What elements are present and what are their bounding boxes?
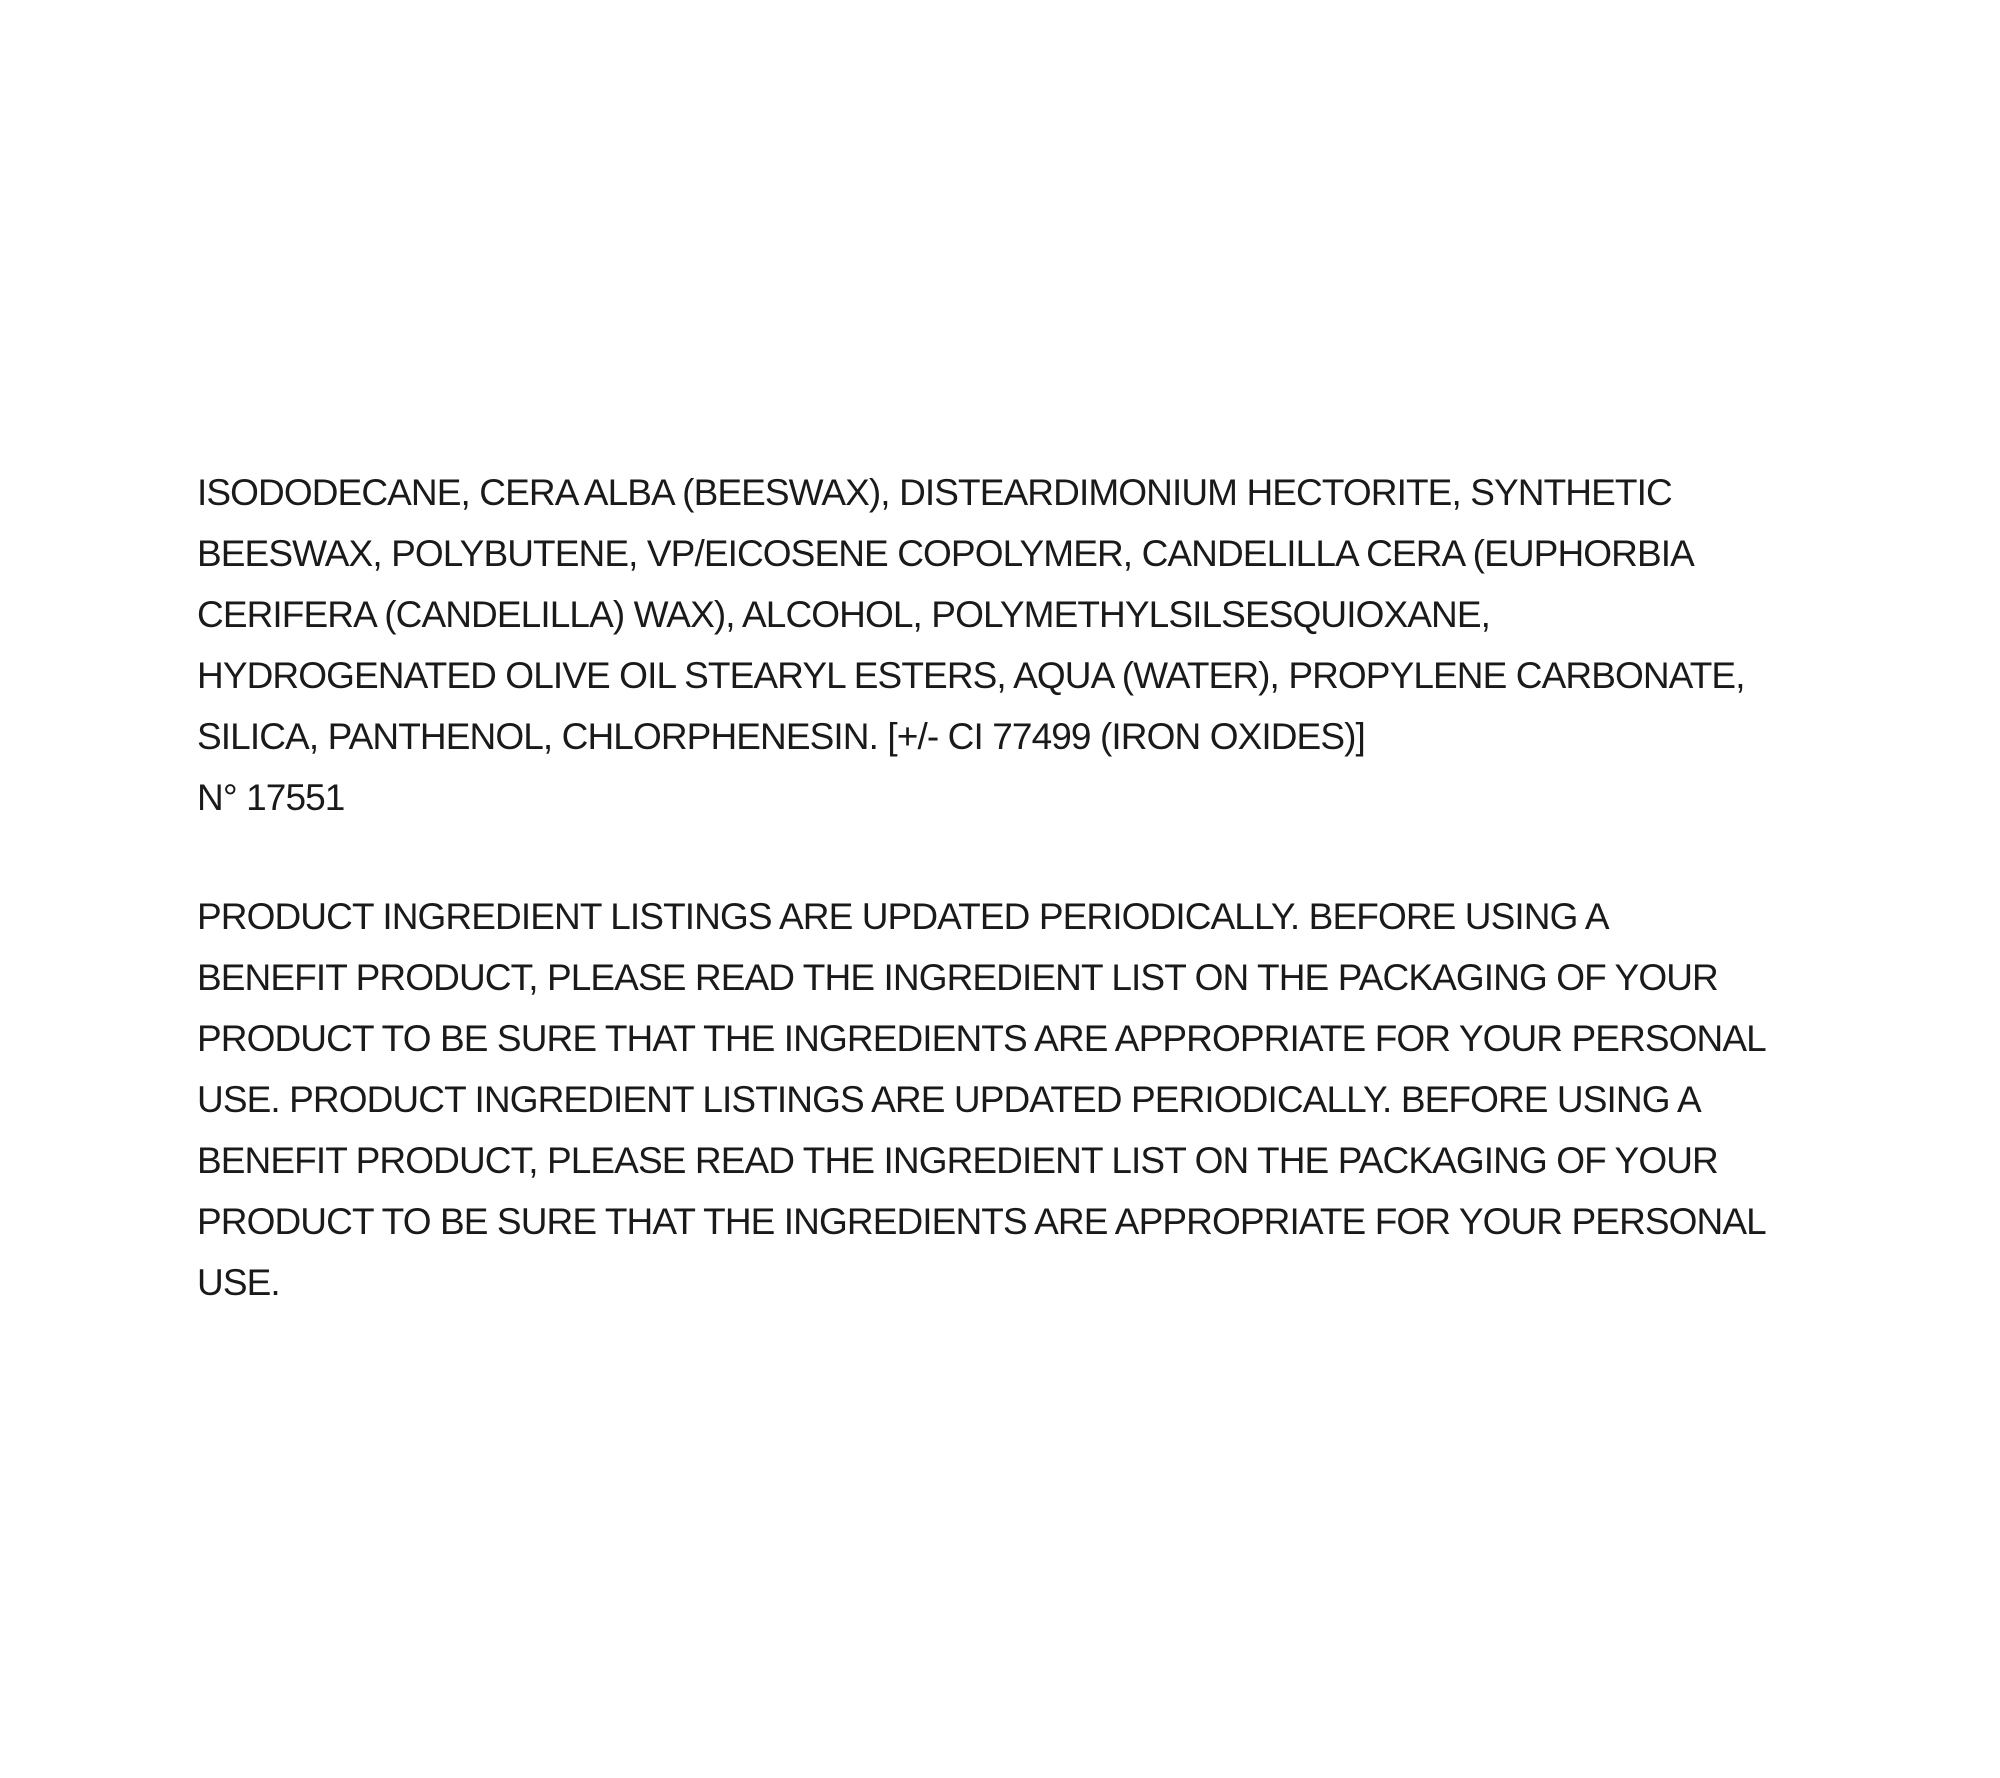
disclaimer-line: PRODUCT INGREDIENT LISTINGS ARE UPDATED PERIODICALLY. BEFORE USING A — [197, 896, 1609, 937]
ingredients-line: SILICA, PANTHENOL, CHLORPHENESIN. [+/- CI 77499 (IRON OXIDES)] — [197, 716, 1365, 757]
disclaimer-line: PRODUCT TO BE SURE THAT THE INGREDIENTS ARE APPROPRIATE FOR YOUR PERSONAL — [197, 1018, 1766, 1059]
ingredients-list — [197, 462, 1877, 828]
disclaimer-line: USE. PRODUCT INGREDIENT LISTINGS ARE UPDATED PERIODICALLY. BEFORE USING A — [197, 1079, 1701, 1120]
disclaimer-line: BENEFIT PRODUCT, PLEASE READ THE INGREDIENT LIST ON THE PACKAGING OF YOUR — [197, 1140, 1718, 1181]
disclaimer-line: BENEFIT PRODUCT, PLEASE READ THE INGREDIENT LIST ON THE PACKAGING OF YOUR — [197, 957, 1718, 998]
ingredients-content — [197, 462, 1877, 1313]
disclaimer — [197, 886, 1877, 1313]
ingredients-line: HYDROGENATED OLIVE OIL STEARYL ESTERS, AQUA (WATER), PROPYLENE CARBONATE, — [197, 655, 1745, 696]
ingredients-line: CERIFERA (CANDELILLA) WAX), ALCOHOL, POLYMETHYLSILSESQUIOXANE, — [197, 594, 1491, 635]
ingredients-line: ISODODECANE, CERA ALBA (BEESWAX), DISTEARDIMONIUM HECTORITE, SYNTHETIC — [197, 472, 1672, 513]
ingredients-line: BEESWAX, POLYBUTENE, VP/EICOSENE COPOLYMER, CANDELILLA CERA (EUPHORBIA — [197, 533, 1694, 574]
disclaimer-line: PRODUCT TO BE SURE THAT THE INGREDIENTS ARE APPROPRIATE FOR YOUR PERSONAL — [197, 1201, 1766, 1242]
product-number: N° 17551 — [197, 777, 345, 818]
disclaimer-line: USE. — [197, 1262, 280, 1303]
